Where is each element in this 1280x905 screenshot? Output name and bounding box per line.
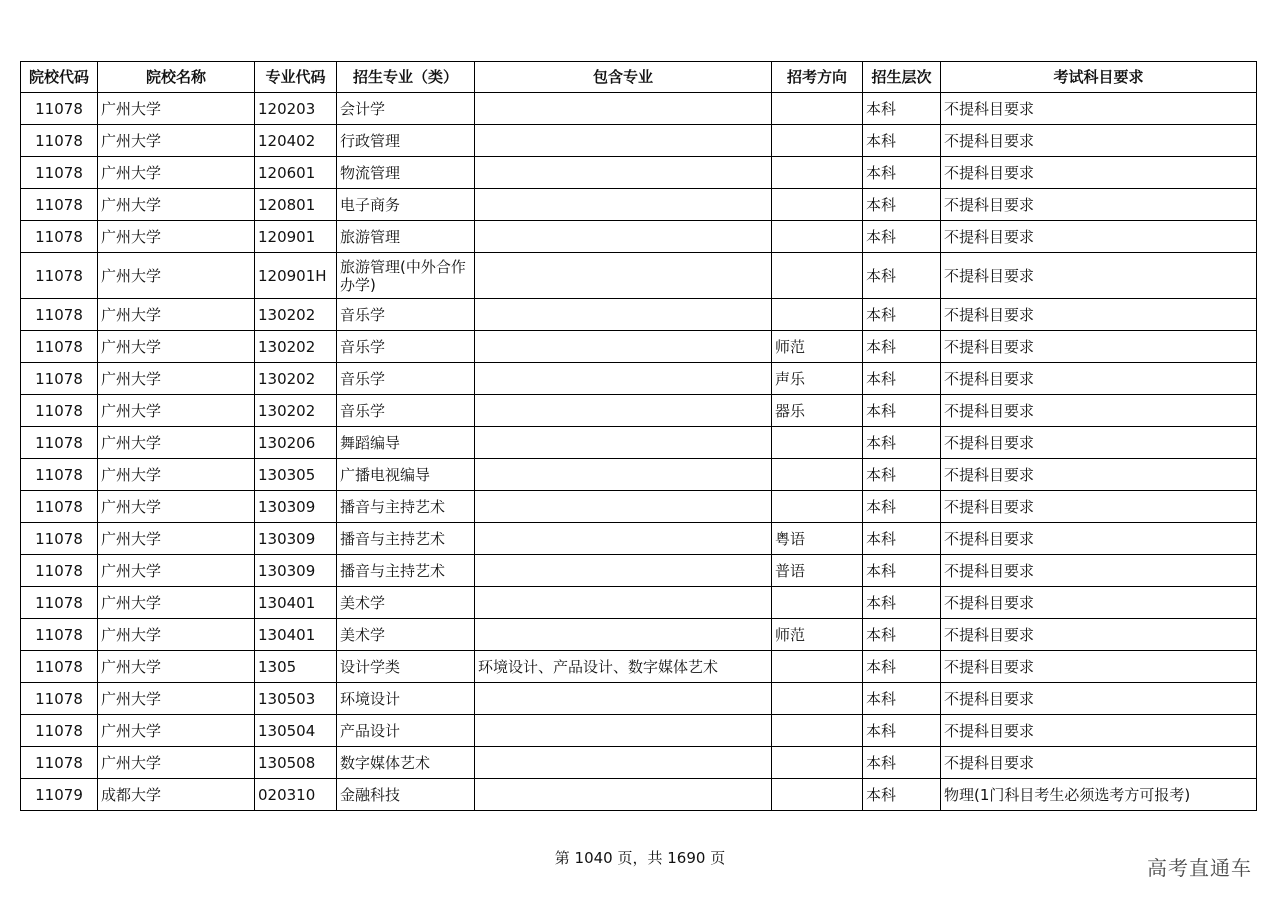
cell-school-name: 广州大学 [98, 299, 255, 331]
cell-level: 本科 [863, 651, 941, 683]
cell-direction: 师范 [772, 331, 863, 363]
table-row [21, 363, 1257, 395]
cell-level: 本科 [863, 683, 941, 715]
table-row [21, 747, 1257, 779]
cell-level: 本科 [863, 491, 941, 523]
cell-subject-requirements: 不提科目要求 [941, 555, 1257, 587]
cell-major-name: 播音与主持艺术 [337, 523, 475, 555]
cell-direction: 粤语 [772, 523, 863, 555]
cell-school-code: 11078 [21, 747, 98, 779]
cell-subject-requirements: 不提科目要求 [941, 253, 1257, 299]
cell-level: 本科 [863, 587, 941, 619]
cell-subject-requirements: 不提科目要求 [941, 125, 1257, 157]
cell-school-name: 广州大学 [98, 555, 255, 587]
cell-subject-requirements: 不提科目要求 [941, 221, 1257, 253]
cell-included-majors [475, 253, 772, 299]
cell-major-code: 130305 [255, 459, 337, 491]
cell-included-majors [475, 299, 772, 331]
cell-school-code: 11078 [21, 715, 98, 747]
cell-school-name: 广州大学 [98, 395, 255, 427]
cell-direction [772, 651, 863, 683]
cell-direction [772, 125, 863, 157]
cell-direction [772, 779, 863, 811]
cell-subject-requirements: 不提科目要求 [941, 427, 1257, 459]
cell-major-code: 120203 [255, 93, 337, 125]
cell-school-code: 11078 [21, 523, 98, 555]
cell-level: 本科 [863, 299, 941, 331]
column-header-direction: 招考方向 [772, 62, 863, 93]
table-row [21, 587, 1257, 619]
cell-direction [772, 427, 863, 459]
table-row [21, 331, 1257, 363]
cell-school-code: 11078 [21, 363, 98, 395]
cell-direction [772, 747, 863, 779]
cell-direction [772, 221, 863, 253]
cell-school-name: 广州大学 [98, 93, 255, 125]
cell-direction: 普语 [772, 555, 863, 587]
cell-subject-requirements: 不提科目要求 [941, 331, 1257, 363]
cell-major-code: 1305 [255, 651, 337, 683]
table-row [21, 189, 1257, 221]
cell-direction [772, 587, 863, 619]
watermark-text: 高考直通车 [1147, 856, 1252, 880]
cell-subject-requirements: 不提科目要求 [941, 587, 1257, 619]
cell-school-code: 11078 [21, 93, 98, 125]
cell-school-code: 11078 [21, 299, 98, 331]
cell-major-name: 产品设计 [337, 715, 475, 747]
cell-major-code: 130508 [255, 747, 337, 779]
cell-major-name: 环境设计 [337, 683, 475, 715]
cell-included-majors [475, 523, 772, 555]
cell-direction [772, 715, 863, 747]
cell-direction: 声乐 [772, 363, 863, 395]
cell-subject-requirements: 不提科目要求 [941, 363, 1257, 395]
cell-school-name: 广州大学 [98, 125, 255, 157]
column-header-school-name: 院校名称 [98, 62, 255, 93]
table-row [21, 157, 1257, 189]
cell-direction [772, 157, 863, 189]
cell-major-code: 130504 [255, 715, 337, 747]
cell-included-majors [475, 491, 772, 523]
cell-direction: 器乐 [772, 395, 863, 427]
cell-major-name: 设计学类 [337, 651, 475, 683]
cell-included-majors [475, 715, 772, 747]
cell-major-name: 电子商务 [337, 189, 475, 221]
cell-major-code: 130401 [255, 587, 337, 619]
cell-level: 本科 [863, 619, 941, 651]
table-row [21, 253, 1257, 299]
cell-school-code: 11079 [21, 779, 98, 811]
column-header-major-name: 招生专业（类） [337, 62, 475, 93]
cell-direction [772, 459, 863, 491]
cell-level: 本科 [863, 779, 941, 811]
cell-included-majors [475, 189, 772, 221]
table-header-row [21, 62, 1257, 93]
table-row [21, 395, 1257, 427]
cell-subject-requirements: 不提科目要求 [941, 93, 1257, 125]
cell-subject-requirements: 不提科目要求 [941, 747, 1257, 779]
cell-level: 本科 [863, 253, 941, 299]
cell-subject-requirements: 不提科目要求 [941, 491, 1257, 523]
cell-major-name: 旅游管理 [337, 221, 475, 253]
cell-school-code: 11078 [21, 125, 98, 157]
cell-included-majors [475, 331, 772, 363]
cell-major-name: 数字媒体艺术 [337, 747, 475, 779]
cell-major-code: 120901H [255, 253, 337, 299]
cell-subject-requirements: 不提科目要求 [941, 299, 1257, 331]
cell-school-name: 广州大学 [98, 491, 255, 523]
table-row [21, 555, 1257, 587]
cell-major-name: 舞蹈编导 [337, 427, 475, 459]
cell-included-majors [475, 395, 772, 427]
table-row [21, 125, 1257, 157]
cell-included-majors [475, 747, 772, 779]
column-header-level: 招生层次 [863, 62, 941, 93]
cell-major-code: 120402 [255, 125, 337, 157]
cell-major-name: 音乐学 [337, 299, 475, 331]
cell-school-name: 广州大学 [98, 253, 255, 299]
cell-included-majors [475, 427, 772, 459]
cell-school-name: 广州大学 [98, 221, 255, 253]
cell-school-name: 广州大学 [98, 189, 255, 221]
cell-major-code: 130202 [255, 331, 337, 363]
cell-school-name: 广州大学 [98, 427, 255, 459]
cell-major-name: 音乐学 [337, 331, 475, 363]
cell-level: 本科 [863, 93, 941, 125]
cell-school-code: 11078 [21, 651, 98, 683]
cell-school-code: 11078 [21, 395, 98, 427]
cell-major-name: 播音与主持艺术 [337, 555, 475, 587]
cell-major-code: 130206 [255, 427, 337, 459]
table-row [21, 299, 1257, 331]
cell-level: 本科 [863, 523, 941, 555]
cell-school-name: 广州大学 [98, 157, 255, 189]
table-row [21, 459, 1257, 491]
cell-major-code: 130309 [255, 491, 337, 523]
cell-major-name: 会计学 [337, 93, 475, 125]
cell-included-majors [475, 125, 772, 157]
table-row [21, 619, 1257, 651]
cell-included-majors [475, 363, 772, 395]
cell-major-code: 120601 [255, 157, 337, 189]
table-row [21, 683, 1257, 715]
cell-school-code: 11078 [21, 619, 98, 651]
cell-subject-requirements: 不提科目要求 [941, 189, 1257, 221]
cell-level: 本科 [863, 189, 941, 221]
cell-subject-requirements: 不提科目要求 [941, 157, 1257, 189]
cell-major-code: 020310 [255, 779, 337, 811]
cell-level: 本科 [863, 363, 941, 395]
cell-school-name: 广州大学 [98, 619, 255, 651]
cell-major-code: 130202 [255, 299, 337, 331]
cell-school-name: 广州大学 [98, 363, 255, 395]
cell-subject-requirements: 不提科目要求 [941, 395, 1257, 427]
cell-major-name: 播音与主持艺术 [337, 491, 475, 523]
table-row [21, 715, 1257, 747]
cell-school-name: 广州大学 [98, 459, 255, 491]
cell-direction [772, 683, 863, 715]
cell-level: 本科 [863, 747, 941, 779]
cell-included-majors [475, 779, 772, 811]
column-header-major-code: 专业代码 [255, 62, 337, 93]
cell-subject-requirements: 物理(1门科目考生必须选考方可报考) [941, 779, 1257, 811]
cell-major-name: 金融科技 [337, 779, 475, 811]
table-row [21, 491, 1257, 523]
cell-level: 本科 [863, 459, 941, 491]
column-header-subject-requirements: 考试科目要求 [941, 62, 1257, 93]
cell-included-majors [475, 555, 772, 587]
cell-major-name: 物流管理 [337, 157, 475, 189]
cell-major-code: 130202 [255, 395, 337, 427]
cell-major-code: 130401 [255, 619, 337, 651]
cell-school-name: 广州大学 [98, 715, 255, 747]
cell-school-code: 11078 [21, 331, 98, 363]
cell-included-majors [475, 459, 772, 491]
cell-included-majors: 环境设计、产品设计、数字媒体艺术 [475, 651, 772, 683]
cell-school-name: 广州大学 [98, 747, 255, 779]
cell-direction [772, 93, 863, 125]
page-number: 第 1040 页，共 1690 页 [554, 849, 726, 867]
cell-school-code: 11078 [21, 683, 98, 715]
cell-school-code: 11078 [21, 189, 98, 221]
cell-level: 本科 [863, 221, 941, 253]
cell-level: 本科 [863, 555, 941, 587]
cell-school-name: 广州大学 [98, 683, 255, 715]
cell-major-name: 广播电视编导 [337, 459, 475, 491]
column-header-school-code: 院校代码 [21, 62, 98, 93]
cell-level: 本科 [863, 395, 941, 427]
table-row [21, 651, 1257, 683]
cell-major-name: 音乐学 [337, 363, 475, 395]
cell-school-code: 11078 [21, 459, 98, 491]
cell-level: 本科 [863, 715, 941, 747]
cell-school-code: 11078 [21, 157, 98, 189]
cell-subject-requirements: 不提科目要求 [941, 715, 1257, 747]
cell-school-name: 广州大学 [98, 587, 255, 619]
cell-major-code: 120801 [255, 189, 337, 221]
cell-major-code: 130503 [255, 683, 337, 715]
cell-school-code: 11078 [21, 253, 98, 299]
column-header-included-majors: 包含专业 [475, 62, 772, 93]
cell-included-majors [475, 619, 772, 651]
cell-major-code: 130202 [255, 363, 337, 395]
table-row [21, 221, 1257, 253]
cell-subject-requirements: 不提科目要求 [941, 523, 1257, 555]
cell-major-name: 旅游管理(中外合作办学) [337, 253, 475, 299]
cell-major-name: 美术学 [337, 619, 475, 651]
cell-direction [772, 253, 863, 299]
table-row [21, 523, 1257, 555]
cell-included-majors [475, 93, 772, 125]
cell-included-majors [475, 683, 772, 715]
cell-school-name: 成都大学 [98, 779, 255, 811]
cell-school-name: 广州大学 [98, 331, 255, 363]
cell-subject-requirements: 不提科目要求 [941, 459, 1257, 491]
cell-school-name: 广州大学 [98, 523, 255, 555]
cell-school-code: 11078 [21, 221, 98, 253]
cell-school-name: 广州大学 [98, 651, 255, 683]
cell-direction [772, 299, 863, 331]
cell-major-name: 音乐学 [337, 395, 475, 427]
cell-school-code: 11078 [21, 427, 98, 459]
table-row [21, 93, 1257, 125]
cell-major-code: 120901 [255, 221, 337, 253]
admissions-table [20, 61, 1257, 811]
cell-subject-requirements: 不提科目要求 [941, 619, 1257, 651]
cell-direction [772, 189, 863, 221]
cell-school-code: 11078 [21, 491, 98, 523]
table-row [21, 779, 1257, 811]
cell-major-name: 行政管理 [337, 125, 475, 157]
cell-major-name: 美术学 [337, 587, 475, 619]
cell-school-code: 11078 [21, 555, 98, 587]
cell-level: 本科 [863, 157, 941, 189]
cell-direction [772, 491, 863, 523]
cell-included-majors [475, 221, 772, 253]
cell-direction: 师范 [772, 619, 863, 651]
cell-major-code: 130309 [255, 555, 337, 587]
cell-level: 本科 [863, 125, 941, 157]
cell-subject-requirements: 不提科目要求 [941, 651, 1257, 683]
table-row [21, 427, 1257, 459]
cell-school-code: 11078 [21, 587, 98, 619]
cell-included-majors [475, 157, 772, 189]
cell-subject-requirements: 不提科目要求 [941, 683, 1257, 715]
cell-level: 本科 [863, 427, 941, 459]
cell-major-code: 130309 [255, 523, 337, 555]
cell-included-majors [475, 587, 772, 619]
cell-level: 本科 [863, 331, 941, 363]
